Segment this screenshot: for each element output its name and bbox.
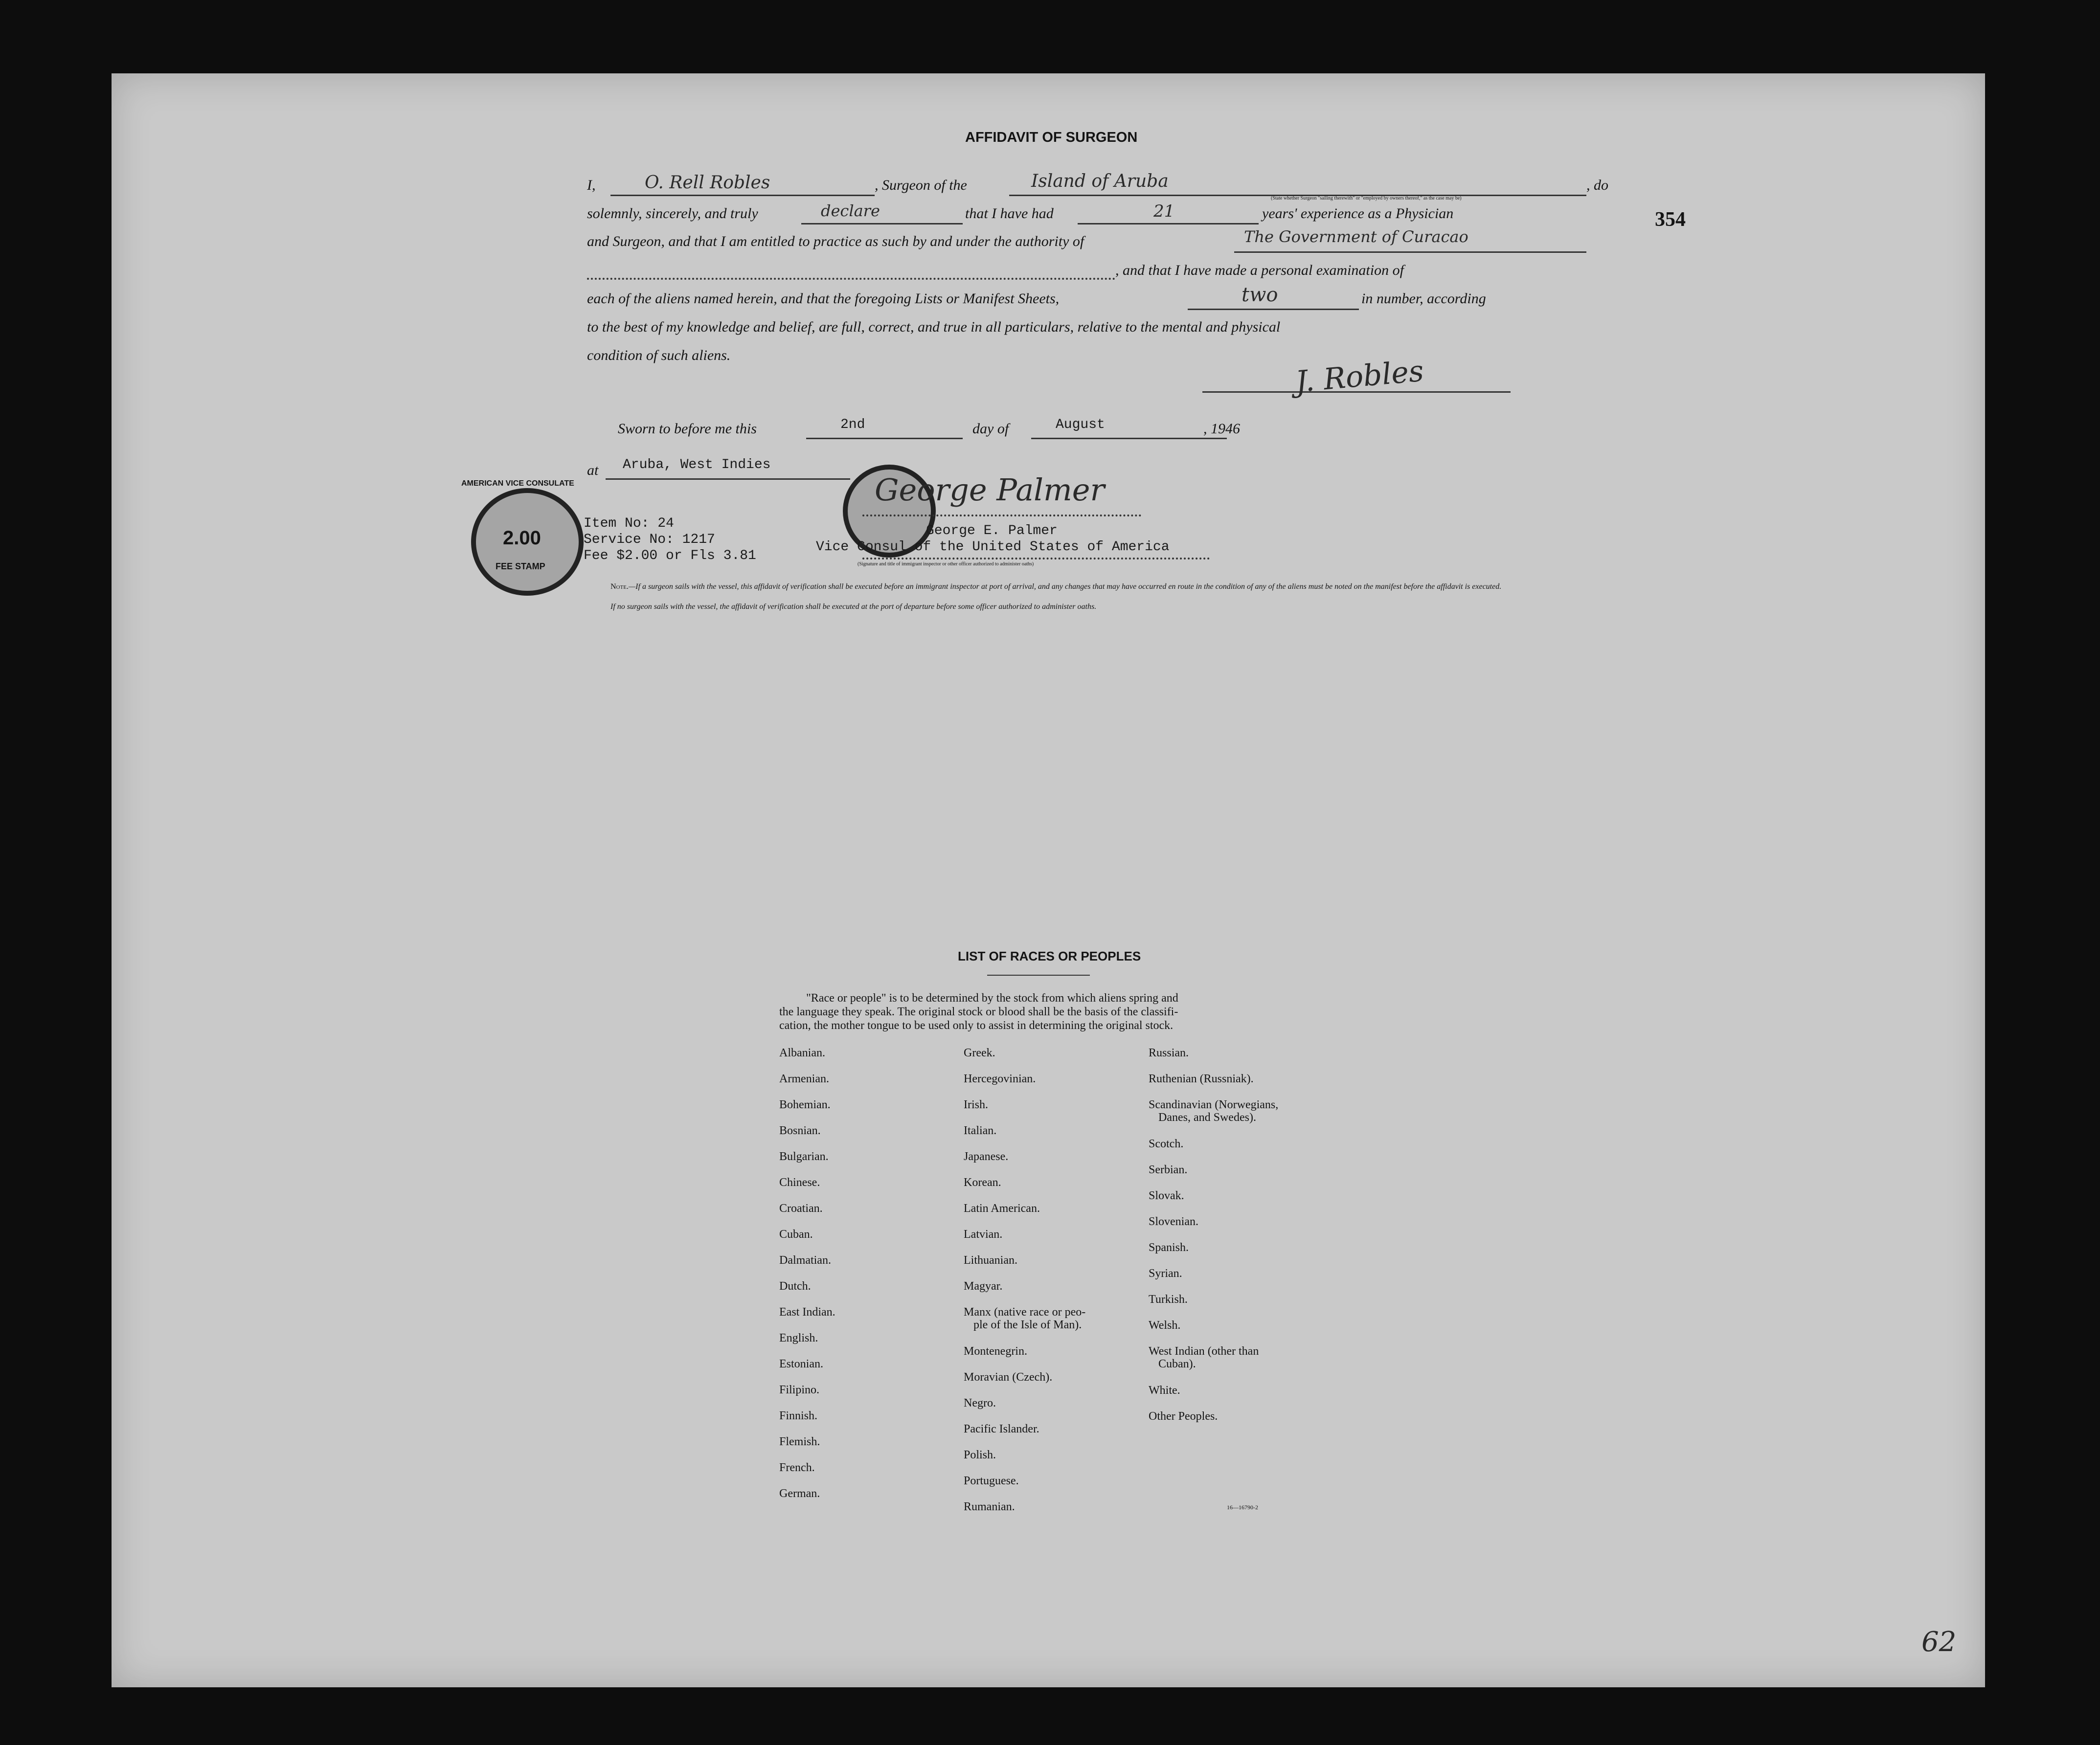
sworn-month: August [1056,417,1105,432]
race-item: English. [779,1332,818,1344]
race-item: White. [1149,1384,1180,1397]
race-item: Other Peoples. [1149,1410,1218,1423]
item-number: Item No: 24 [584,516,674,531]
race-item: Dalmatian. [779,1254,831,1267]
affidavit-line-1 [587,177,596,194]
races-column-1 [779,1047,835,1513]
race-item: Scotch. [1149,1138,1184,1150]
race-item: Armenian. [779,1073,829,1085]
line7: condition of such aliens. [587,347,731,363]
race-item: Lithuanian. [964,1254,1017,1267]
race-item: Japanese. [964,1150,1009,1163]
line2-middle: that I have had [965,205,1054,222]
service-number: Service No: 1217 [584,532,715,547]
authority-name: The Government of Curacao [1244,227,1468,246]
race-item: Finnish. [779,1409,818,1422]
race-item: Scandinavian (Norwegians, [1149,1098,1279,1111]
consulate-fee-stamp [461,479,584,596]
sworn-prefix: Sworn to before me this [618,421,757,437]
race-item: Latvian. [964,1228,1003,1241]
officer-signature-line [862,515,1141,516]
stamp-center-text: FEE STAMP [496,561,545,571]
race-item: Filipino. [779,1384,820,1396]
years-experience: 21 [1153,201,1175,221]
authority-blank [1234,251,1586,253]
race-item: Dutch. [779,1280,811,1293]
sworn-day-of: day of [972,421,1009,437]
years-blank [1078,223,1259,224]
race-item: Chinese. [779,1176,820,1189]
race-item: Montenegrin. [964,1345,1027,1358]
line5-prefix: each of the aliens named herein, and that the foregoing Lists or Manifest Sheets, [587,291,1060,307]
line2-prefix: solemnly, sincerely, and truly [587,205,758,222]
fee-amount: Fee $2.00 or Fls 3.81 [584,548,756,563]
race-item: Italian. [964,1124,997,1137]
race-item: Magyar. [964,1280,1003,1293]
surgeon-signature: J. Robles [1294,354,1425,400]
at-label: at [587,462,599,478]
race-item: Irish. [964,1098,988,1111]
races-intro-2: the language they speak. The original stock or blood shall be the basis of the classifi- [779,1006,1178,1018]
officer-signature: George Palmer [875,472,1105,508]
stamp-ring-text: AMERICAN VICE CONSULATE [461,479,574,488]
race-item: Greek. [964,1047,995,1059]
officer-note: (Signature and title of immigrant inspector or other officer authorized to administer oaths) [858,561,1034,567]
line3-prefix: and Surgeon, and that I am entitled to practice as such by and under the authority of [587,233,1084,249]
line6: to the best of my knowledge and belief, are full, correct, and true in all particulars, relative to the mental and physical [587,319,1281,335]
note-text: —If a surgeon sails with the vessel, this affidavit of verification shall be executed before an immigrant inspector at port of arrival, and any changes that may have occurred en route in the condition of any of the aliens must be noted on the manifest before the affidavit is executed. [628,582,1502,591]
surgeon-status-note: (State whether Surgeon "sailing therewith" or "employed by owners thereof," as the case may be) [1271,196,1462,201]
race-item: Slovenian. [1149,1215,1198,1228]
race-item: French. [779,1461,815,1474]
race-item: Negro. [964,1397,996,1409]
surgeon-name-blank [610,195,875,196]
race-item: Pacific Islander. [964,1423,1039,1435]
officer-title: Vice Consul of the United States of America [816,539,1170,555]
affidavit-title: AFFIDAVIT OF SURGEON [965,130,1138,145]
race-item-continued: ple of the Isle of Man). [973,1319,1082,1331]
race-item: Cuban. [779,1228,813,1241]
race-item: Slovak. [1149,1189,1184,1202]
race-item: Manx (native race or peo- [964,1306,1086,1319]
form-number: 16—16790-2 [1227,1504,1258,1511]
race-item: Russian. [1149,1047,1189,1059]
sworn-month-blank [1031,438,1227,439]
page-number: 354 [1655,208,1686,231]
race-item: Estonian. [779,1358,823,1370]
sheets-count: two [1242,284,1278,306]
race-item: Spanish. [1149,1241,1189,1254]
race-item: Bohemian. [779,1098,831,1111]
race-item: Bosnian. [779,1124,821,1137]
race-item: Korean. [964,1176,1001,1189]
surgeon-name: O. Rell Robles [645,173,770,193]
sheets-blank [1188,309,1359,310]
race-item: Albanian. [779,1047,825,1059]
officer-title-line [862,558,1210,559]
place-blank [606,478,850,480]
race-item: Syrian. [1149,1267,1182,1280]
authority-continuation-blank [587,278,1115,280]
race-item: Rumanian. [964,1500,1015,1513]
race-item: Croatian. [779,1202,823,1215]
sworn-year: , 1946 [1203,421,1240,437]
line1-prefix: I, [587,177,596,193]
line1-middle: , Surgeon of the [875,177,967,193]
race-item: Ruthenian (Russniak). [1149,1073,1254,1085]
line2-suffix: years' experience as a Physician [1262,205,1454,222]
race-item-continued: Cuban). [1158,1358,1196,1370]
sworn-place: Aruba, West Indies [623,457,771,472]
race-item: East Indian. [779,1306,835,1319]
declare-blank [801,223,963,224]
race-item: Portuguese. [964,1475,1019,1487]
declare-word: declare [821,201,880,220]
document-page [112,73,1985,1687]
sworn-day-blank [806,438,963,439]
race-item: Flemish. [779,1435,820,1448]
affidavit-note [610,582,1520,592]
sworn-day: 2nd [840,417,865,432]
races-column-2 [964,1047,1085,1526]
race-item: German. [779,1487,820,1500]
corner-mark: 62 [1921,1626,1957,1658]
races-title: LIST OF RACES OR PEOPLES [958,949,1141,963]
affidavit-note-2: If no surgeon sails with the vessel, the affidavit of verification shall be executed at the port of departure before some officer authorized to administer oaths. [610,603,1097,611]
races-title-rule [987,975,1090,976]
race-item: Welsh. [1149,1319,1181,1332]
officer-name: George E. Palmer [926,523,1058,538]
race-item: West Indian (other than [1149,1345,1259,1358]
race-item: Serbian. [1149,1163,1188,1176]
note-label: Note. [610,582,629,591]
race-item: Hercegovinian. [964,1073,1036,1085]
line5-suffix: in number, according [1361,291,1486,307]
vessel-name: Island of Aruba [1031,171,1169,191]
race-item: Polish. [964,1449,996,1461]
stamp-value: 2.00 [503,527,541,549]
races-intro-1: "Race or people" is to be determined by the stock from which aliens spring and [806,992,1178,1005]
race-item: Latin American. [964,1202,1040,1215]
races-column-3 [1149,1047,1278,1436]
race-item: Turkish. [1149,1293,1188,1306]
race-item: Bulgarian. [779,1150,829,1163]
line4-suffix: , and that I have made a personal examination of [1115,262,1404,278]
races-intro-3: cation, the mother tongue to be used only to assist in determining the original stock. [779,1019,1174,1032]
race-item: Moravian (Czech). [964,1371,1053,1384]
line1-suffix: , do [1586,177,1608,193]
race-item-continued: Danes, and Swedes). [1158,1111,1256,1124]
